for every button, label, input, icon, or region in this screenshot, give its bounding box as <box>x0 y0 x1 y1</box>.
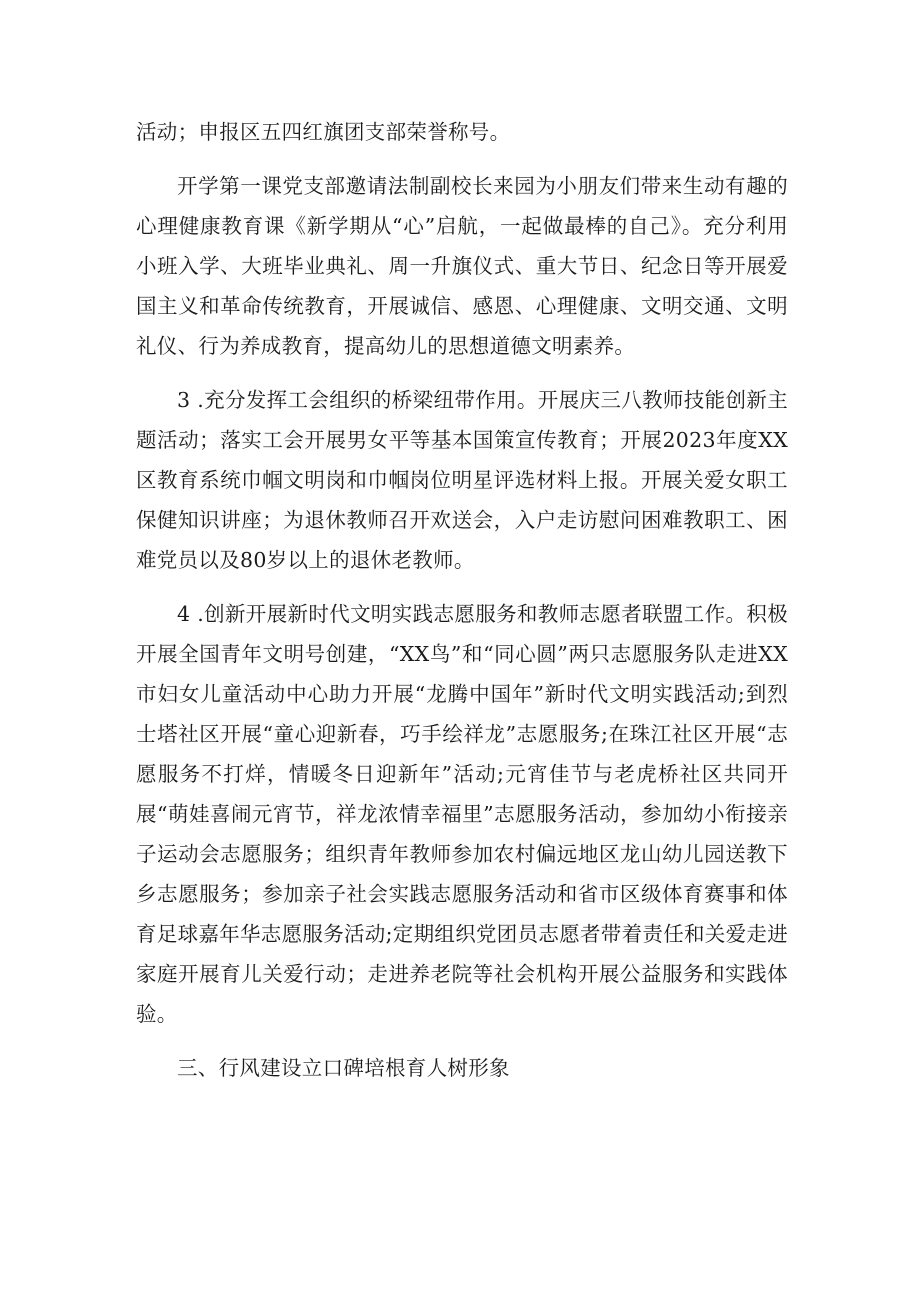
document-body <box>136 112 788 1102</box>
paragraph-item-3-union: 3 .充分发挥工会组织的桥梁纽带作用。开展庆三八教师技能创新主题活动；落实工会开展男女平等基本国策宣传教育；开展2023年度XX区教育系统巾帼文明岗和巾帼岗位明星评选材料上报。开展关爱女职工保健知识讲座；为退休教师召开欢送会，入户走访慰问困难教职工、困难党员以及80岁以上的退休老教师。 <box>136 388 788 572</box>
section-heading-three: 三、行风建设立口碑培根育人树形象 <box>177 1056 510 1080</box>
paragraph-first-lesson: 开学第一课党支部邀请法制副校长来园为小朋友们带来生动有趣的心理健康教育课《新学期从“心”启航，一起做最棒的自己》。充分利用小班入学、大班毕业典礼、周一升旗仪式、重大节日、纪念日等开展爱国主义和革命传统教育，开展诚信、感恩、心理健康、文明交通、文明礼仪、行为养成教育，提高幼儿的思想道德文明素养。 <box>136 174 788 358</box>
paragraph-continuation: 活动；申报区五四红旗团支部荣誉称号。 <box>136 120 511 144</box>
paragraph-item-4-volunteer: 4 .创新开展新时代文明实践志愿服务和教师志愿者联盟工作。积极开展全国青年文明号创建，“XX鸟”和“同心圆”两只志愿服务队走进XX市妇女儿童活动中心助力开展“龙腾中国年”新时代文明实践活动;到烈士塔社区开展“童心迎新春，巧手绘祥龙”志愿服务;在珠江社区开展“志愿服务不打烊，情暖冬日迎新年”活动;元宵佳节与老虎桥社区共同开展“萌娃喜闹元宵节，祥龙浓情幸福里”志愿服务活动，参加幼小衔接亲子运动会志愿服务；组织青年教师参加农村偏远地区龙山幼儿园送教下乡志愿服务；参加亲子社会实践志愿服务活动和省市区级体育赛事和体育足球嘉年华志愿服务活动;定期组织党团员志愿者带着责任和关爱走进家庭开展育儿关爱行动；走进养老院等社会机构开展公益服务和实践体验。 <box>136 602 789 1026</box>
